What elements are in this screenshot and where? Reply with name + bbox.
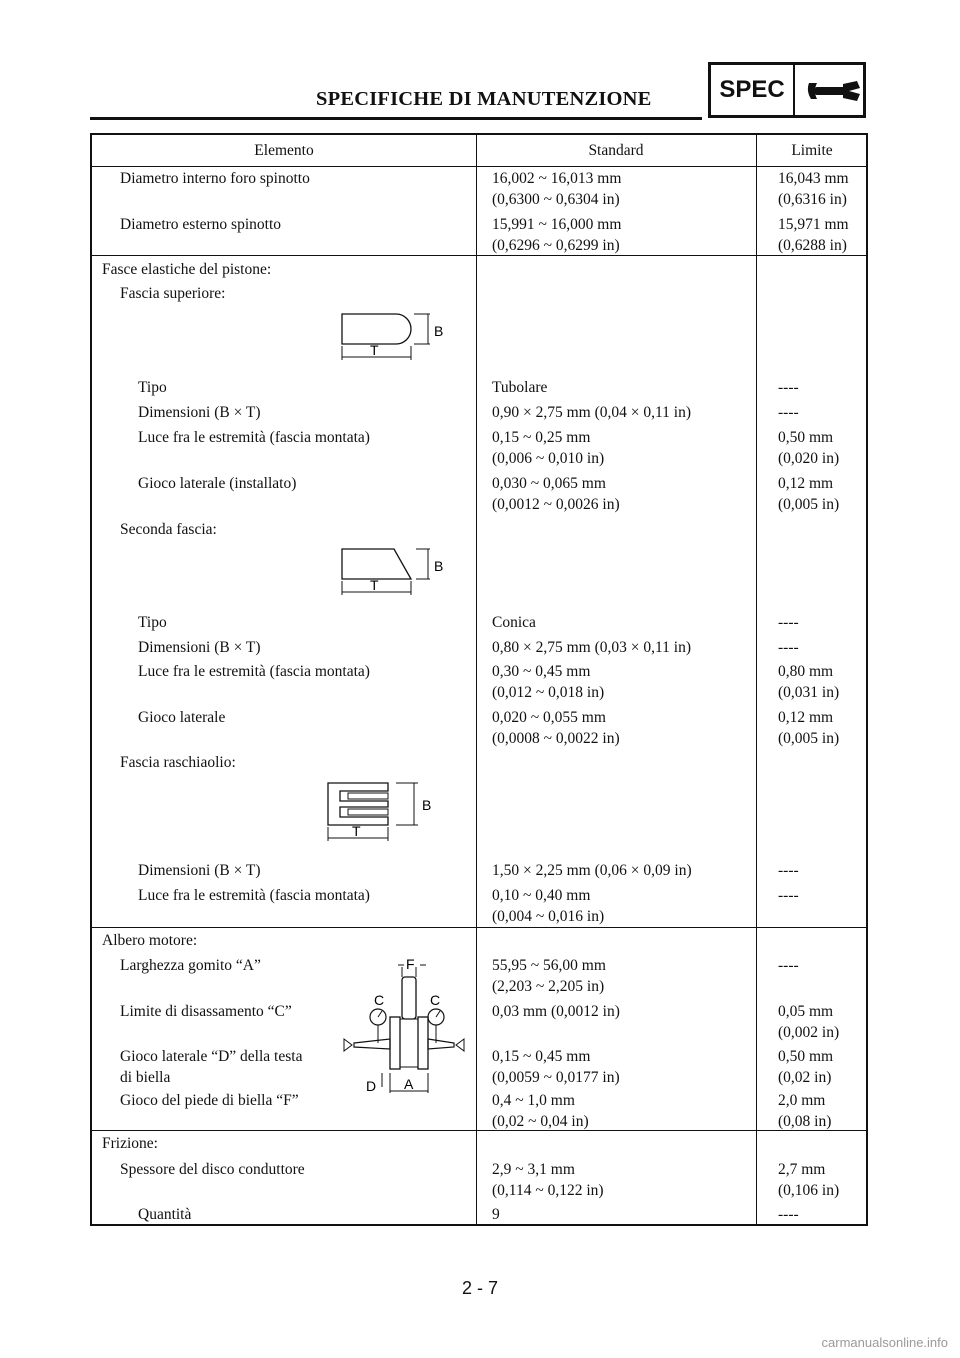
row-limit: ----	[778, 614, 799, 631]
row-item: Larghezza gomito “A”	[120, 957, 261, 974]
row-limit: 0,12 mm	[778, 475, 834, 492]
crank-label-c-right: C	[430, 992, 441, 1008]
row-standard: 0,90 × 2,75 mm (0,04 × 0,11 in)	[492, 404, 692, 421]
row-standard: (0,6296 ~ 0,6299 in)	[492, 237, 620, 254]
row-item: Dimensioni (B × T)	[138, 404, 261, 421]
row-standard: (0,0008 ~ 0,0022 in)	[492, 730, 620, 747]
row-standard: (0,114 ~ 0,122 in)	[492, 1182, 604, 1199]
column-header-elemento: Elemento	[254, 142, 314, 159]
column-divider	[476, 135, 477, 1224]
row-standard: (0,004 ~ 0,016 in)	[492, 908, 605, 925]
row-item: Dimensioni (B × T)	[138, 639, 261, 656]
row-item: Diametro esterno spinotto	[120, 216, 281, 233]
crank-label-d: D	[366, 1078, 377, 1094]
ring-label-t: T	[352, 823, 361, 839]
row-limit: (0,6288 in)	[778, 237, 847, 254]
subsection-heading: Fascia raschiaolio:	[120, 754, 236, 771]
section-divider	[92, 1130, 866, 1131]
row-limit: ----	[778, 639, 799, 656]
second-ring-diagram	[332, 545, 452, 607]
row-standard: 2,9 ~ 3,1 mm	[492, 1161, 575, 1178]
spec-badge-label: SPEC	[711, 65, 795, 115]
column-header-limite: Limite	[791, 142, 833, 159]
row-item: Gioco laterale “D” della testa	[120, 1048, 303, 1065]
wrench-icon	[795, 65, 863, 115]
ring-label-t: T	[370, 342, 379, 358]
row-standard: 55,95 ~ 56,00 mm	[492, 957, 606, 974]
spec-table	[90, 133, 868, 1226]
title-rule	[90, 117, 702, 120]
row-standard: 0,15 ~ 0,45 mm	[492, 1048, 591, 1065]
row-standard: 0,020 ~ 0,055 mm	[492, 709, 606, 726]
row-standard: (0,0059 ~ 0,0177 in)	[492, 1069, 620, 1086]
section-heading: Frizione:	[102, 1135, 158, 1152]
ring-label-t: T	[370, 577, 379, 593]
row-limit: (0,106 in)	[778, 1182, 840, 1199]
section-heading: Fasce elastiche del pistone:	[102, 261, 272, 278]
row-standard: 0,03 mm (0,0012 in)	[492, 1003, 620, 1020]
row-standard: (2,203 ~ 2,205 in)	[492, 978, 605, 995]
row-item: Gioco laterale (installato)	[138, 475, 297, 492]
page-title: SPECIFICHE DI MANUTENZIONE	[316, 88, 652, 110]
row-limit: (0,08 in)	[778, 1113, 832, 1130]
section-heading: Albero motore:	[102, 932, 198, 949]
row-limit: 2,0 mm	[778, 1092, 826, 1109]
row-limit: 0,50 mm	[778, 1048, 834, 1065]
row-standard: 0,10 ~ 0,40 mm	[492, 887, 591, 904]
row-standard: 15,991 ~ 16,000 mm	[492, 216, 622, 233]
section-divider	[92, 927, 866, 928]
row-item: Luce fra le estremità (fascia montata)	[138, 429, 370, 446]
column-divider	[756, 135, 757, 1224]
ring-label-b: B	[434, 558, 444, 574]
row-limit: (0,02 in)	[778, 1069, 832, 1086]
row-item: Quantità	[138, 1206, 192, 1223]
oil-ring-diagram	[318, 777, 448, 845]
row-limit: 0,05 mm	[778, 1003, 834, 1020]
crankshaft-diagram	[336, 953, 468, 1103]
row-standard: Tubolare	[492, 379, 548, 396]
row-limit: 15,971 mm	[778, 216, 849, 233]
row-standard: 0,30 ~ 0,45 mm	[492, 663, 591, 680]
row-standard: 16,002 ~ 16,013 mm	[492, 170, 622, 187]
row-limit: (0,002 in)	[778, 1024, 840, 1041]
page-number: 2 - 7	[461, 1278, 499, 1298]
row-standard: 0,030 ~ 0,065 mm	[492, 475, 606, 492]
row-limit: ----	[778, 957, 799, 974]
row-standard: 0,80 × 2,75 mm (0,03 × 0,11 in)	[492, 639, 692, 656]
row-standard: (0,0012 ~ 0,0026 in)	[492, 496, 620, 513]
row-standard: 9	[492, 1206, 500, 1223]
row-limit: ----	[778, 887, 799, 904]
top-ring-diagram	[332, 310, 452, 372]
row-limit: (0,005 in)	[778, 730, 840, 747]
watermark: carmanualsonline.info	[821, 1335, 948, 1350]
crank-label-a: A	[404, 1076, 414, 1092]
row-item: Luce fra le estremità (fascia montata)	[138, 663, 370, 680]
row-standard: Conica	[492, 614, 536, 631]
row-item: Gioco laterale	[138, 709, 226, 726]
row-item: Tipo	[138, 379, 167, 396]
row-item: Luce fra le estremità (fascia montata)	[138, 887, 370, 904]
subsection-heading: Seconda fascia:	[120, 521, 217, 538]
row-limit: (0,020 in)	[778, 450, 840, 467]
section-divider	[92, 255, 866, 256]
row-limit: ----	[778, 404, 799, 421]
ring-label-b: B	[422, 797, 432, 813]
crank-label-c-left: C	[374, 992, 385, 1008]
spec-badge	[708, 62, 866, 118]
row-limit: 2,7 mm	[778, 1161, 826, 1178]
row-limit: (0,6316 in)	[778, 191, 847, 208]
ring-label-b: B	[434, 323, 444, 339]
row-standard: 0,4 ~ 1,0 mm	[492, 1092, 575, 1109]
row-standard: (0,006 ~ 0,010 in)	[492, 450, 605, 467]
row-limit: (0,005 in)	[778, 496, 840, 513]
row-limit: ----	[778, 1206, 799, 1223]
row-item: Gioco del piede di biella “F”	[120, 1092, 299, 1109]
row-limit: 0,80 mm	[778, 663, 834, 680]
row-limit: 0,50 mm	[778, 429, 834, 446]
row-item: Dimensioni (B × T)	[138, 862, 261, 879]
row-item: Diametro interno foro spinotto	[120, 170, 310, 187]
row-item: Limite di disassamento “C”	[120, 1003, 292, 1020]
row-standard: 1,50 × 2,25 mm (0,06 × 0,09 in)	[492, 862, 692, 879]
crank-label-f: F	[406, 956, 415, 972]
column-header-standard: Standard	[588, 142, 644, 159]
row-standard: (0,6300 ~ 0,6304 in)	[492, 191, 620, 208]
row-limit: (0,031 in)	[778, 684, 840, 701]
row-limit: ----	[778, 379, 799, 396]
row-limit: ----	[778, 862, 799, 879]
row-item: di biella	[120, 1069, 171, 1086]
row-standard: 0,15 ~ 0,25 mm	[492, 429, 591, 446]
subsection-heading: Fascia superiore:	[120, 285, 226, 302]
row-standard: (0,02 ~ 0,04 in)	[492, 1113, 589, 1130]
row-item: Spessore del disco conduttore	[120, 1161, 305, 1178]
row-item: Tipo	[138, 614, 167, 631]
row-standard: (0,012 ~ 0,018 in)	[492, 684, 605, 701]
row-limit: 0,12 mm	[778, 709, 834, 726]
row-limit: 16,043 mm	[778, 170, 849, 187]
